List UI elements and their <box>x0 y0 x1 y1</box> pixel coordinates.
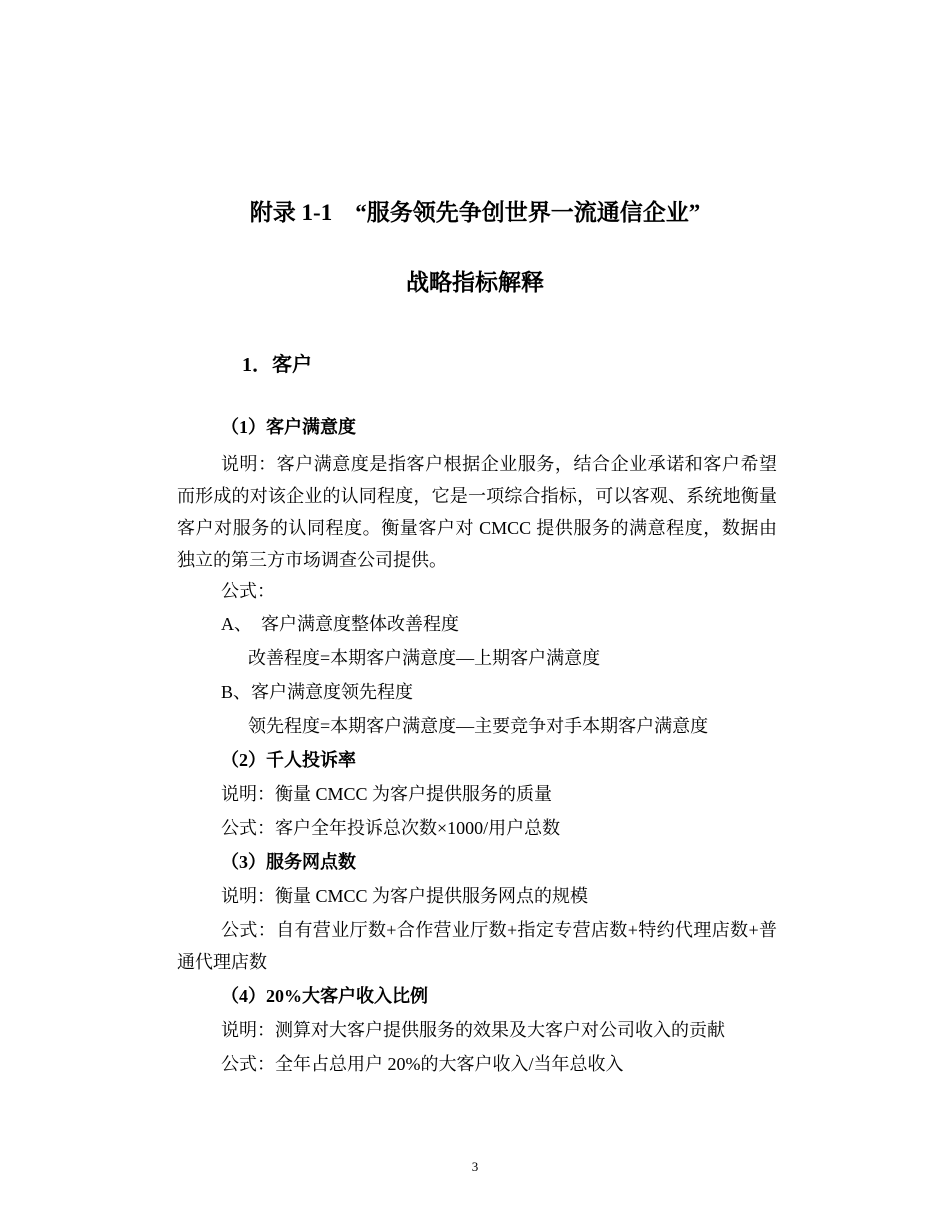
formula-a-title: A、 客户满意度整体改善程度 <box>221 614 459 634</box>
section-heading-customer: 1．客户 <box>242 354 312 376</box>
service-outlets-formula: 公式：自有营业厅数+合作营业厅数+指定专营店数+特约代理店数+普通代理店数 <box>177 920 777 972</box>
title-line-1: 附录 1-1 “服务领先争创世界一流通信企业” <box>249 200 701 225</box>
item-heading-key-customer-revenue: （4）20%大客户收入比例 <box>221 986 428 1006</box>
satisfaction-description: 说明：客户满意度是指客户根据企业服务，结合企业承诺和客户希望而形成的对该企业的认同程度，它是一项综合指标，可以客观、系统地衡量客户对服务的认同程度。衡量客户对 CMCC 提供服务的满意程度，数据由独立的第三方市场调查公司提供。 <box>177 454 777 570</box>
complaint-rate-description: 说明：衡量 CMCC 为客户提供服务的质量 <box>221 784 553 804</box>
item-heading-complaint-rate: （2）千人投诉率 <box>221 750 356 770</box>
item-heading-service-outlets: （3）服务网点数 <box>221 852 356 872</box>
page-number: 3 <box>471 1159 479 1174</box>
formula-b-title: B、客户满意度领先程度 <box>221 682 414 702</box>
title-line-2: 战略指标解释 <box>406 270 544 295</box>
service-outlets-description: 说明：衡量 CMCC 为客户提供服务网点的规模 <box>221 886 589 906</box>
key-customer-revenue-description: 说明：测算对大客户提供服务的效果及大客户对公司收入的贡献 <box>221 1020 725 1040</box>
item-heading-satisfaction: （1）客户满意度 <box>221 417 356 437</box>
complaint-rate-formula: 公式：客户全年投诉总次数×1000/用户总数 <box>221 818 561 838</box>
formula-a-expression: 改善程度=本期客户满意度—上期客户满意度 <box>248 648 601 668</box>
formula-label: 公式： <box>221 581 275 601</box>
formula-b-expression: 领先程度=本期客户满意度—主要竞争对手本期客户满意度 <box>248 716 709 736</box>
key-customer-revenue-formula: 公式：全年占总用户 20%的大客户收入/当年总收入 <box>221 1054 624 1074</box>
